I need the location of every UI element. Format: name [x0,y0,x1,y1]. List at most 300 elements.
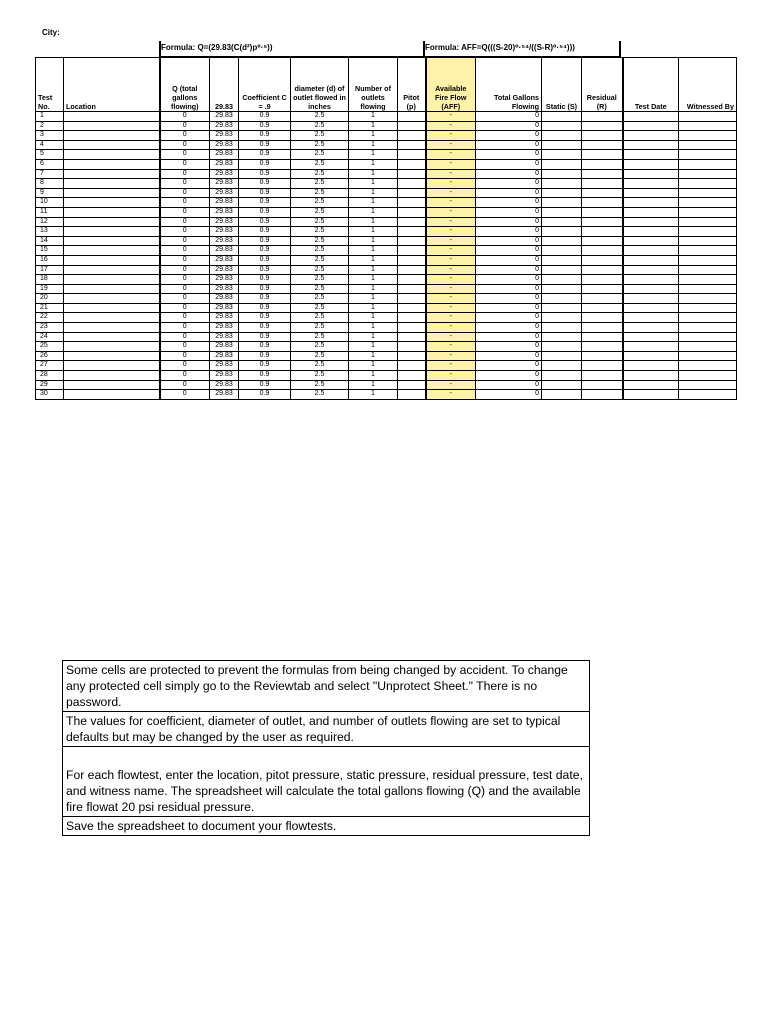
cell-total-gallons: 0 [476,294,542,304]
cell-witnessed[interactable] [679,303,737,313]
cell-residual[interactable] [582,121,623,131]
cell-outlets[interactable]: 1 [349,275,398,285]
cell-location[interactable] [64,303,160,313]
cell-location[interactable] [64,361,160,371]
cell-pitot[interactable] [398,198,426,208]
cell-static[interactable] [542,169,582,179]
cell-residual[interactable] [582,342,623,352]
cell-static[interactable] [542,332,582,342]
cell-pitot[interactable] [398,342,426,352]
cell-residual[interactable] [582,188,623,198]
cell-static[interactable] [542,179,582,189]
cell-test-date[interactable] [623,390,679,400]
cell-residual[interactable] [582,236,623,246]
cell-static[interactable] [542,255,582,265]
cell-coefficient[interactable]: 0.9 [239,313,291,323]
cell-residual[interactable] [582,246,623,256]
cell-coefficient[interactable]: 0.9 [239,140,291,150]
cell-coefficient[interactable]: 0.9 [239,246,291,256]
cell-const: 29.83 [210,198,239,208]
cell-location[interactable] [64,121,160,131]
cell-residual[interactable] [582,179,623,189]
cell-witnessed[interactable] [679,236,737,246]
cell-test-date[interactable] [623,294,679,304]
cell-diameter[interactable]: 2.5 [291,121,349,131]
cell-location[interactable] [64,188,160,198]
cell-location[interactable] [64,284,160,294]
cell-pitot[interactable] [398,112,426,122]
cell-coefficient[interactable]: 0.9 [239,303,291,313]
cell-coefficient[interactable]: 0.9 [239,323,291,333]
cell-witnessed[interactable] [679,332,737,342]
cell-diameter[interactable]: 2.5 [291,217,349,227]
cell-witnessed[interactable] [679,217,737,227]
cell-coefficient[interactable]: 0.9 [239,198,291,208]
cell-test-date[interactable] [623,332,679,342]
cell-coefficient[interactable]: 0.9 [239,159,291,169]
flow-test-rows [36,112,737,400]
cell-pitot[interactable] [398,332,426,342]
cell-location[interactable] [64,207,160,217]
cell-diameter[interactable]: 2.5 [291,332,349,342]
cell-witnessed[interactable] [679,131,737,141]
col-coefficient: Coefficient C = .9 [239,58,291,112]
cell-test-no: 7 [36,169,64,179]
cell-pitot[interactable] [398,265,426,275]
cell-pitot[interactable] [398,390,426,400]
cell-total-gallons: 0 [476,227,542,237]
cell-location[interactable] [64,380,160,390]
cell-pitot[interactable] [398,275,426,285]
cell-outlets[interactable]: 1 [349,361,398,371]
cell-diameter[interactable]: 2.5 [291,188,349,198]
cell-aff: - [426,390,476,400]
cell-test-date[interactable] [623,169,679,179]
cell-test-date[interactable] [623,361,679,371]
cell-q: 0 [160,169,210,179]
cell-outlets[interactable]: 1 [349,255,398,265]
cell-location[interactable] [64,179,160,189]
cell-test-date[interactable] [623,342,679,352]
cell-outlets[interactable]: 1 [349,342,398,352]
cell-location[interactable] [64,159,160,169]
cell-coefficient[interactable]: 0.9 [239,342,291,352]
cell-static[interactable] [542,207,582,217]
cell-aff: - [426,380,476,390]
cell-static[interactable] [542,188,582,198]
cell-residual[interactable] [582,284,623,294]
cell-residual[interactable] [582,323,623,333]
cell-residual[interactable] [582,150,623,160]
cell-coefficient[interactable]: 0.9 [239,380,291,390]
cell-coefficient[interactable]: 0.9 [239,265,291,275]
cell-coefficient[interactable]: 0.9 [239,275,291,285]
cell-witnessed[interactable] [679,169,737,179]
cell-diameter[interactable]: 2.5 [291,207,349,217]
cell-static[interactable] [542,390,582,400]
cell-outlets[interactable]: 1 [349,390,398,400]
cell-pitot[interactable] [398,246,426,256]
cell-residual[interactable] [582,371,623,381]
cell-test-date[interactable] [623,275,679,285]
cell-test-date[interactable] [623,198,679,208]
cell-test-date[interactable] [623,217,679,227]
cell-outlets[interactable]: 1 [349,112,398,122]
cell-residual[interactable] [582,294,623,304]
cell-pitot[interactable] [398,284,426,294]
cell-outlets[interactable]: 1 [349,303,398,313]
cell-aff: - [426,294,476,304]
cell-static[interactable] [542,150,582,160]
cell-static[interactable] [542,217,582,227]
cell-witnessed[interactable] [679,159,737,169]
cell-pitot[interactable] [398,323,426,333]
cell-test-date[interactable] [623,236,679,246]
cell-location[interactable] [64,112,160,122]
cell-outlets[interactable]: 1 [349,313,398,323]
cell-pitot[interactable] [398,236,426,246]
cell-witnessed[interactable] [679,265,737,275]
cell-residual[interactable] [582,159,623,169]
cell-residual[interactable] [582,112,623,122]
cell-witnessed[interactable] [679,246,737,256]
cell-witnessed[interactable] [679,284,737,294]
cell-test-date[interactable] [623,265,679,275]
cell-pitot[interactable] [398,131,426,141]
cell-test-date[interactable] [623,131,679,141]
cell-diameter[interactable]: 2.5 [291,284,349,294]
cell-test-date[interactable] [623,227,679,237]
cell-location[interactable] [64,198,160,208]
cell-test-date[interactable] [623,303,679,313]
cell-location[interactable] [64,255,160,265]
cell-coefficient[interactable]: 0.9 [239,207,291,217]
cell-diameter[interactable]: 2.5 [291,131,349,141]
cell-pitot[interactable] [398,169,426,179]
cell-aff: - [426,150,476,160]
cell-pitot[interactable] [398,303,426,313]
table-row [36,112,737,122]
cell-diameter[interactable]: 2.5 [291,179,349,189]
cell-diameter[interactable]: 2.5 [291,236,349,246]
cell-witnessed[interactable] [679,390,737,400]
cell-witnessed[interactable] [679,255,737,265]
cell-witnessed[interactable] [679,198,737,208]
cell-static[interactable] [542,275,582,285]
cell-static[interactable] [542,140,582,150]
cell-static[interactable] [542,236,582,246]
cell-test-date[interactable] [623,207,679,217]
cell-static[interactable] [542,198,582,208]
cell-diameter[interactable]: 2.5 [291,255,349,265]
cell-diameter[interactable]: 2.5 [291,198,349,208]
cell-residual[interactable] [582,198,623,208]
cell-diameter[interactable]: 2.5 [291,323,349,333]
cell-pitot[interactable] [398,179,426,189]
cell-diameter[interactable]: 2.5 [291,169,349,179]
cell-location[interactable] [64,217,160,227]
cell-witnessed[interactable] [679,121,737,131]
cell-coefficient[interactable]: 0.9 [239,169,291,179]
cell-static[interactable] [542,284,582,294]
cell-pitot[interactable] [398,159,426,169]
cell-test-date[interactable] [623,112,679,122]
cell-diameter[interactable]: 2.5 [291,150,349,160]
cell-coefficient[interactable]: 0.9 [239,351,291,361]
cell-outlets[interactable]: 1 [349,294,398,304]
cell-coefficient[interactable]: 0.9 [239,131,291,141]
cell-residual[interactable] [582,275,623,285]
cell-residual[interactable] [582,169,623,179]
cell-q: 0 [160,332,210,342]
cell-coefficient[interactable]: 0.9 [239,284,291,294]
cell-outlets[interactable]: 1 [349,179,398,189]
cell-test-date[interactable] [623,313,679,323]
cell-diameter[interactable]: 2.5 [291,313,349,323]
cell-residual[interactable] [582,265,623,275]
cell-diameter[interactable]: 2.5 [291,351,349,361]
cell-static[interactable] [542,265,582,275]
cell-outlets[interactable]: 1 [349,207,398,217]
cell-residual[interactable] [582,303,623,313]
cell-static[interactable] [542,246,582,256]
cell-diameter[interactable]: 2.5 [291,265,349,275]
cell-test-date[interactable] [623,246,679,256]
cell-residual[interactable] [582,227,623,237]
cell-static[interactable] [542,351,582,361]
cell-outlets[interactable]: 1 [349,217,398,227]
cell-test-date[interactable] [623,150,679,160]
cell-diameter[interactable]: 2.5 [291,303,349,313]
cell-outlets[interactable]: 1 [349,371,398,381]
cell-residual[interactable] [582,351,623,361]
cell-aff: - [426,179,476,189]
cell-coefficient[interactable]: 0.9 [239,294,291,304]
cell-q: 0 [160,159,210,169]
cell-static[interactable] [542,159,582,169]
cell-outlets[interactable]: 1 [349,332,398,342]
cell-test-date[interactable] [623,284,679,294]
cell-outlets[interactable]: 1 [349,380,398,390]
cell-q: 0 [160,140,210,150]
cell-witnessed[interactable] [679,112,737,122]
cell-pitot[interactable] [398,227,426,237]
cell-residual[interactable] [582,255,623,265]
cell-q: 0 [160,255,210,265]
cell-location[interactable] [64,169,160,179]
cell-location[interactable] [64,265,160,275]
cell-test-no: 25 [36,342,64,352]
cell-const: 29.83 [210,390,239,400]
cell-static[interactable] [542,303,582,313]
cell-witnessed[interactable] [679,179,737,189]
cell-aff: - [426,236,476,246]
cell-outlets[interactable]: 1 [349,236,398,246]
table-row [36,169,737,179]
cell-location[interactable] [64,294,160,304]
cell-diameter[interactable]: 2.5 [291,227,349,237]
cell-witnessed[interactable] [679,294,737,304]
cell-outlets[interactable]: 1 [349,351,398,361]
cell-test-date[interactable] [623,371,679,381]
cell-outlets[interactable]: 1 [349,246,398,256]
cell-test-date[interactable] [623,188,679,198]
cell-coefficient[interactable]: 0.9 [239,179,291,189]
cell-test-date[interactable] [623,323,679,333]
cell-coefficient[interactable]: 0.9 [239,188,291,198]
cell-witnessed[interactable] [679,188,737,198]
cell-witnessed[interactable] [679,227,737,237]
cell-witnessed[interactable] [679,351,737,361]
cell-outlets[interactable]: 1 [349,227,398,237]
cell-test-no: 15 [36,246,64,256]
cell-test-date[interactable] [623,351,679,361]
cell-outlets[interactable]: 1 [349,131,398,141]
cell-test-date[interactable] [623,179,679,189]
cell-diameter[interactable]: 2.5 [291,371,349,381]
cell-coefficient[interactable]: 0.9 [239,121,291,131]
cell-location[interactable] [64,371,160,381]
cell-outlets[interactable]: 1 [349,121,398,131]
cell-static[interactable] [542,323,582,333]
cell-test-date[interactable] [623,140,679,150]
cell-diameter[interactable]: 2.5 [291,246,349,256]
cell-location[interactable] [64,313,160,323]
cell-witnessed[interactable] [679,361,737,371]
cell-outlets[interactable]: 1 [349,323,398,333]
cell-diameter[interactable]: 2.5 [291,294,349,304]
cell-const: 29.83 [210,131,239,141]
table-row [36,159,737,169]
cell-residual[interactable] [582,390,623,400]
cell-location[interactable] [64,246,160,256]
cell-q: 0 [160,351,210,361]
cell-outlets[interactable]: 1 [349,159,398,169]
cell-test-date[interactable] [623,255,679,265]
cell-location[interactable] [64,150,160,160]
cell-witnessed[interactable] [679,207,737,217]
cell-outlets[interactable]: 1 [349,150,398,160]
cell-witnessed[interactable] [679,371,737,381]
cell-coefficient[interactable]: 0.9 [239,361,291,371]
cell-test-date[interactable] [623,121,679,131]
cell-pitot[interactable] [398,351,426,361]
cell-location[interactable] [64,131,160,141]
cell-witnessed[interactable] [679,275,737,285]
cell-outlets[interactable]: 1 [349,198,398,208]
cell-static[interactable] [542,361,582,371]
cell-outlets[interactable]: 1 [349,284,398,294]
cell-diameter[interactable]: 2.5 [291,390,349,400]
cell-pitot[interactable] [398,150,426,160]
cell-outlets[interactable]: 1 [349,140,398,150]
cell-diameter[interactable]: 2.5 [291,275,349,285]
cell-static[interactable] [542,227,582,237]
cell-diameter[interactable]: 2.5 [291,112,349,122]
cell-location[interactable] [64,275,160,285]
table-row [36,140,737,150]
cell-diameter[interactable]: 2.5 [291,342,349,352]
cell-residual[interactable] [582,217,623,227]
cell-residual[interactable] [582,380,623,390]
cell-diameter[interactable]: 2.5 [291,159,349,169]
cell-witnessed[interactable] [679,140,737,150]
cell-residual[interactable] [582,361,623,371]
cell-location[interactable] [64,390,160,400]
cell-coefficient[interactable]: 0.9 [239,227,291,237]
cell-pitot[interactable] [398,380,426,390]
cell-pitot[interactable] [398,294,426,304]
cell-static[interactable] [542,313,582,323]
cell-pitot[interactable] [398,371,426,381]
cell-pitot[interactable] [398,121,426,131]
cell-test-no: 13 [36,227,64,237]
cell-coefficient[interactable]: 0.9 [239,150,291,160]
cell-residual[interactable] [582,332,623,342]
cell-location[interactable] [64,351,160,361]
cell-static[interactable] [542,294,582,304]
cell-outlets[interactable]: 1 [349,169,398,179]
cell-outlets[interactable]: 1 [349,265,398,275]
cell-test-date[interactable] [623,159,679,169]
cell-residual[interactable] [582,313,623,323]
cell-coefficient[interactable]: 0.9 [239,390,291,400]
cell-witnessed[interactable] [679,150,737,160]
cell-pitot[interactable] [398,188,426,198]
cell-location[interactable] [64,342,160,352]
cell-coefficient[interactable]: 0.9 [239,371,291,381]
cell-coefficient[interactable]: 0.9 [239,112,291,122]
cell-pitot[interactable] [398,255,426,265]
cell-pitot[interactable] [398,207,426,217]
cell-witnessed[interactable] [679,323,737,333]
cell-const: 29.83 [210,351,239,361]
cell-aff: - [426,275,476,285]
cell-const: 29.83 [210,112,239,122]
cell-pitot[interactable] [398,361,426,371]
cell-outlets[interactable]: 1 [349,188,398,198]
cell-coefficient[interactable]: 0.9 [239,217,291,227]
cell-location[interactable] [64,236,160,246]
cell-witnessed[interactable] [679,380,737,390]
cell-pitot[interactable] [398,217,426,227]
cell-coefficient[interactable]: 0.9 [239,255,291,265]
cell-residual[interactable] [582,140,623,150]
cell-pitot[interactable] [398,313,426,323]
cell-location[interactable] [64,332,160,342]
cell-static[interactable] [542,342,582,352]
cell-residual[interactable] [582,131,623,141]
cell-location[interactable] [64,227,160,237]
cell-location[interactable] [64,323,160,333]
cell-residual[interactable] [582,207,623,217]
cell-test-date[interactable] [623,380,679,390]
cell-static[interactable] [542,380,582,390]
cell-witnessed[interactable] [679,313,737,323]
cell-diameter[interactable]: 2.5 [291,140,349,150]
cell-pitot[interactable] [398,140,426,150]
cell-static[interactable] [542,121,582,131]
cell-diameter[interactable]: 2.5 [291,380,349,390]
cell-coefficient[interactable]: 0.9 [239,236,291,246]
cell-static[interactable] [542,371,582,381]
cell-location[interactable] [64,140,160,150]
cell-static[interactable] [542,112,582,122]
cell-static[interactable] [542,131,582,141]
cell-coefficient[interactable]: 0.9 [239,332,291,342]
cell-diameter[interactable]: 2.5 [291,361,349,371]
cell-witnessed[interactable] [679,342,737,352]
